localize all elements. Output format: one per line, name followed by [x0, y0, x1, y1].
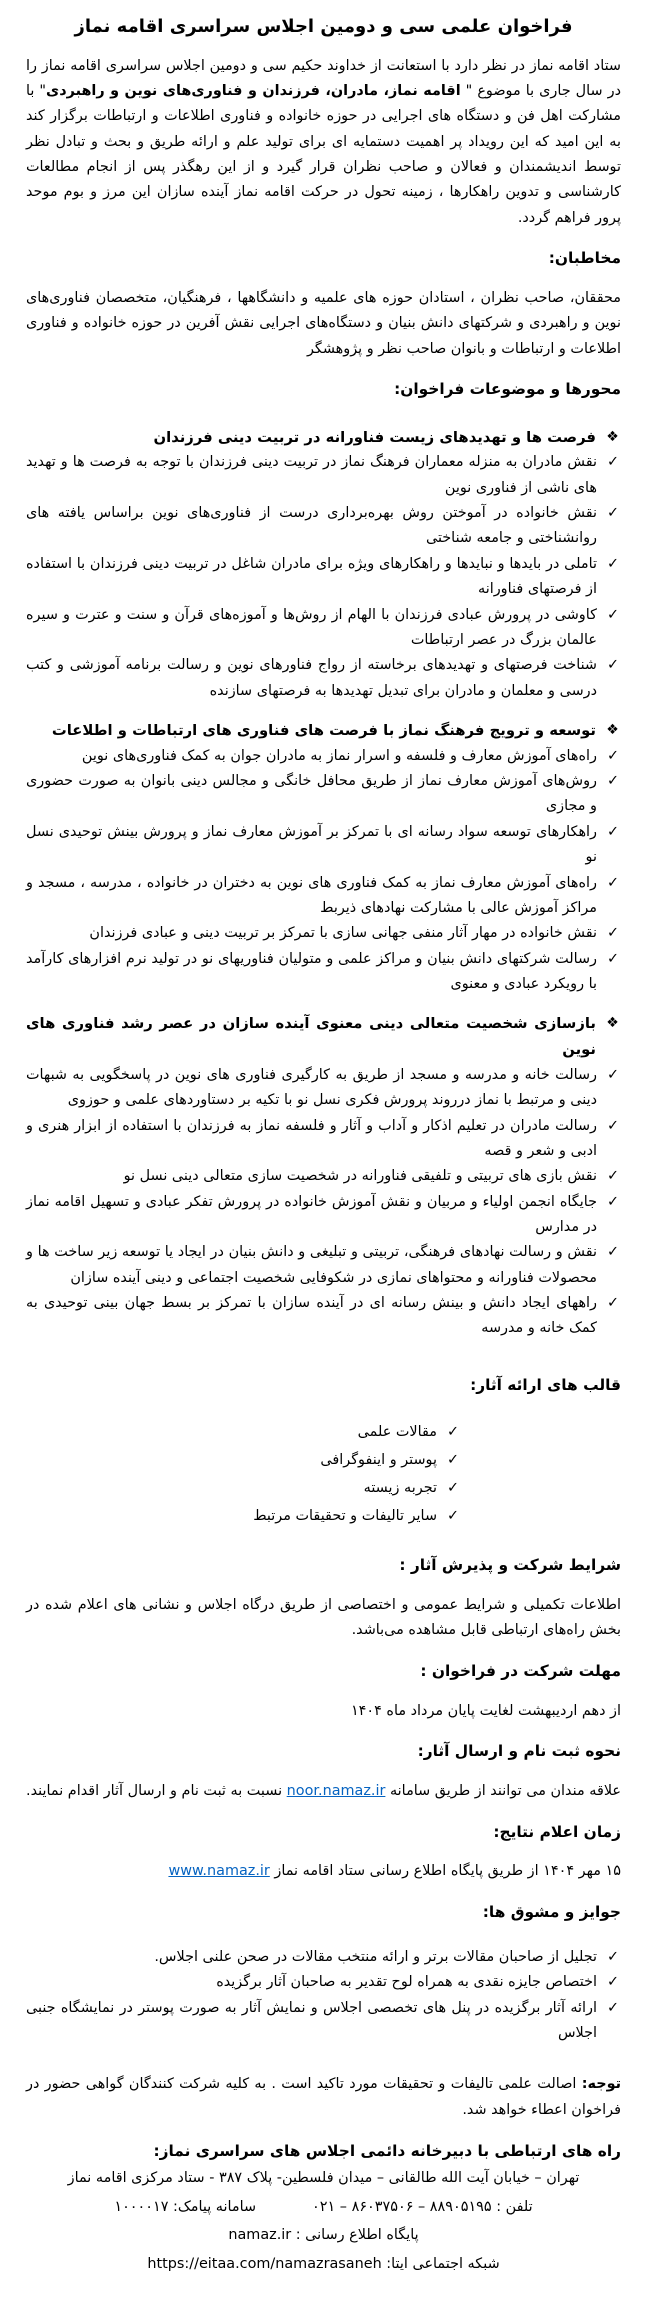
topic-item [26, 1240, 621, 1291]
check-bullet-icon: ✓ [446, 1423, 460, 1440]
results-heading: زمان اعلام نتایج: [493, 1822, 621, 1841]
topic-item-text: رسالت خانه و مدرسه و مسجد از طریق به کارگیری فناوری های نوین در پاسخگویی به شبهات دینی و مرتبط با نماز درروند پرورش فکری نسل نو با تکیه بر دستاوردهای علمی و حوزوی [26, 1067, 597, 1109]
topic-item [26, 450, 621, 501]
topic-item-text: جایگاه انجمن اولیاء و مربیان و نقش آموزش خانواده در پرورش تفکر عبادی و تسهیل اقامه نماز در مدارس [26, 1193, 597, 1236]
topic-item-text: نقش بازی های تربیتی و تلفیقی فناورانه در شخصیت سازی متعالی دینی نسل نو [123, 1168, 597, 1185]
format-item-text: پوستر و اینفوگرافی [320, 1452, 437, 1469]
topic-item-text: نقش و رسالت نهادهای فرهنگی، تربیتی و تبلیغی و دانش بنیان در ایجاد یا توسعه زیر ساخت ها و محصولات فناورانه و محتواهای نمازی در شکوفایی شخصیت اجتماعی و دینی آینده سازان [26, 1244, 597, 1286]
prize-item-text: اختصاص جایزه نقدی به همراه لوح تقدیر به صاحبان آثار برگزیده [216, 1974, 597, 1991]
topic-item-text: نقش مادران به منزله معماران فرهنگ نماز در تربیت دینی فرزندان با توجه به فرصت ها و تهدید های ناشی از فناوری نوین [26, 454, 597, 496]
topic-item-text: نقش خانواده در مهار آثار منفی جهانی سازی با تمرکز بر تربیت دینی و عبادی فرزندان [89, 925, 597, 942]
topic-group-3 [26, 1011, 621, 1342]
audience-heading: مخاطبان: [548, 249, 621, 268]
check-bullet-icon: ✓ [606, 1295, 620, 1312]
topic-group-1-heading [26, 425, 621, 451]
format-item [26, 1446, 461, 1474]
check-bullet-icon: ✓ [446, 1508, 460, 1525]
check-bullet-icon: ✓ [606, 454, 620, 471]
check-bullet-icon: ✓ [606, 1974, 620, 1991]
deadline-text: از دهم اردیبهشت لغایت پایان مرداد ماه ۱۴۰۴ [350, 1702, 621, 1719]
formats-heading: قالب های ارائه آثار: [470, 1375, 621, 1394]
topic-item [26, 552, 621, 603]
diamond-bullet-icon: ❖ [606, 1015, 619, 1032]
registration-text-after: نسبت به ثبت نام و ارسال آثار اقدام نمایند. [26, 1782, 287, 1799]
registration-text [26, 1779, 621, 1804]
check-bullet-icon: ✓ [606, 773, 620, 790]
contact-website: namaz.ir [228, 2227, 292, 2244]
topic-item [26, 871, 621, 922]
topic-group-2 [26, 718, 621, 997]
results-text-before: ۱۵ مهر ۱۴۰۴ از طریق پایگاه اطلاع رسانی ستاد اقامه نماز [269, 1863, 621, 1880]
topic-group-title: توسعه و ترویج فرهنگ نماز با فرصت های فناوری های ارتباطات و اطلاعات [51, 721, 596, 739]
check-bullet-icon: ✓ [606, 823, 620, 840]
contact-website-line [26, 2221, 621, 2250]
topic-group-3-heading [26, 1011, 621, 1063]
intro-text-before: ستاد اقامه نماز در نظر دارد با استعانت از خداوند حکیم سی و دومین اجلاس سراسری اقامه نماز را در سال جاری با موضوع " [26, 57, 621, 99]
prizes-heading: جوایز و مشوق ها: [482, 1902, 621, 1921]
topic-item [26, 501, 621, 552]
intro-subject-bold: اقامه نماز، مادران، فرزندان و فناوری‌های نوین و راهبردی [46, 82, 461, 99]
check-bullet-icon: ✓ [606, 1244, 620, 1261]
check-bullet-icon: ✓ [606, 1117, 620, 1134]
conditions-heading: شرایط شرکت و پذیرش آثار : [399, 1556, 621, 1575]
check-bullet-icon: ✓ [606, 1999, 620, 2016]
formats-section [26, 1372, 621, 1531]
check-bullet-icon: ✓ [606, 747, 620, 764]
topic-item [26, 603, 621, 654]
prize-item-text: تجلیل از صاحبان مقالات برتر و ارائه منتخب مقالات در صحن علنی اجلاس. [154, 1949, 597, 1966]
topic-item-text: تاملی در بایدها و نبایدها و راهکارهای ویژه برای مادران شاغل در تربیت دینی فرزندان با استفاده از فرصتهای فناورانه [26, 555, 597, 598]
prize-item-text: ارائه آثار برگزیده در پنل های تخصصی اجلاس و نمایش آثار به صورت پوستر در نمایشگاه جنبی اجلاس [26, 1999, 597, 2042]
prizes-list [26, 1945, 621, 2046]
note-text: اصالت علمی تالیفات و تحقیقات مورد تاکید است . به کلیه شرکت کنندگان گواهی حضور در فراخوان اعطاء خواهد شد. [26, 2076, 621, 2118]
contact-social-line [26, 2250, 621, 2279]
intro-text-after: " با مشارکت اهل فن و دستگاه های اجرایی در حوزه خانواده و فناوری اطلاعات و ارتباطات برگزار کند به این امید که این رویداد پر اهمیت دستمایه ای برای تولید علم و ارائه طریق و بحث و تبادل نظر توسط اندیشمندان و فعالان و صاحب نظران قرار گیرد و از این رهگذر پس از انجام مطالعات کارشناسی و تدوین راهکارها ، زمینه تحول در حرکت اقامه نماز آینده سازان این مرز و بوم موحد پرور فراهم گردد. [26, 82, 621, 226]
results-text [26, 1859, 621, 1884]
topic-item [26, 1063, 621, 1114]
format-item-text: مقالات علمی [357, 1423, 437, 1440]
format-item-text: سایر تالیفات و تحقیقات مرتبط [253, 1508, 437, 1525]
check-bullet-icon: ✓ [606, 606, 620, 623]
deadline-section [26, 1658, 621, 1724]
registration-section [26, 1738, 621, 1804]
topic-item [26, 820, 621, 871]
topic-item-text: کاوشی در پرورش عبادی فرزندان با الهام از روش‌ها و آموزه‌های قرآن و سنت و عترت و سیره عالمان بزرگ در عصر ارتباطات [26, 606, 597, 648]
topic-item-text: راه‌های آموزش معارف و فلسفه و اسرار نماز به مادران جوان به کمک فناوری‌های نوین [81, 747, 597, 764]
diamond-bullet-icon: ❖ [606, 428, 619, 445]
contact-phone-line [26, 2193, 621, 2222]
contact-phone: تلفن : ۸۸۹۰۵۱۹۵ – ۸۶۰۳۷۵۰۶ – ۰۲۱ [312, 2198, 533, 2215]
results-link[interactable]: www.namaz.ir [168, 1863, 270, 1880]
page-title: فراخوان علمی سی و دومین اجلاس سراسری اقامه نماز [74, 16, 573, 37]
diamond-bullet-icon: ❖ [606, 721, 619, 738]
topic-item-text: روش‌های آموزش معارف نماز از طریق محافل خانگی و مجالس دینی بانوان به صورت حضوری و مجازی [26, 773, 597, 815]
intro-paragraph [26, 54, 621, 231]
topic-item [26, 744, 621, 769]
check-bullet-icon: ✓ [606, 1067, 620, 1083]
topic-item-text: رسالت مادران در تعلیم اذکار و آداب و آثار و فلسفه نماز به فرزندان با استفاده از ابزار هنری و ادبی و شعر و قصه [26, 1117, 597, 1160]
topic-item [26, 947, 621, 998]
contact-heading: راه های ارتباطی با دبیرخانه دائمی اجلاس های سراسری نماز: [153, 2141, 621, 2160]
topic-item-text: راههای ایجاد دانش و بینش رسانه ای در آینده سازان با تمرکز بر بسط جهان بینی توحیدی به کمک خانه و مدرسه [26, 1295, 597, 1337]
check-bullet-icon: ✓ [446, 1452, 460, 1469]
note-paragraph [26, 2072, 621, 2123]
contact-sms: سامانه پیامک: ۱۰۰۰۰۱۷ [114, 2198, 257, 2215]
topic-item-text: راه‌های آموزش معارف نماز به کمک فناوری های نوین به دختران در خانواده ، مدرسه ، مسجد و مراکز آموزش عالی با مشارکت نهادهای ذیربط [26, 874, 597, 916]
check-bullet-icon: ✓ [606, 950, 620, 967]
topic-item-text: رسالت شرکتهای دانش بنیان و مراکز علمی و متولیان فناوریهای نو در تولید نرم افزارهای کارآمد با رویکرد عبادی و معنوی [26, 950, 597, 992]
check-bullet-icon: ✓ [606, 657, 620, 674]
check-bullet-icon: ✓ [606, 874, 620, 891]
prize-item [26, 1970, 621, 1995]
results-section [26, 1819, 621, 1885]
check-bullet-icon: ✓ [606, 505, 620, 522]
prize-item [26, 1945, 621, 1970]
format-item-text: تجربه زیسته [363, 1480, 437, 1497]
contact-website-label: پایگاه اطلاع رسانی : [291, 2227, 419, 2244]
topic-item [26, 921, 621, 946]
topic-group-title: فرصت ها و تهدیدهای زیست فناورانه در تربیت دینی فرزندان [153, 428, 596, 446]
topic-item [26, 1291, 621, 1342]
contact-social-url: https://eitaa.com/namazrasaneh [147, 2256, 382, 2273]
formats-list [26, 1418, 461, 1530]
note-label: توجه: [581, 2076, 621, 2093]
topic-group-1 [26, 425, 621, 704]
topic-item-text: نقش خانواده در آموختن روش بهره‌برداری درست از فناوری‌های نوین براساس یافته های روانشناختی و جامعه شناختی [26, 505, 597, 547]
format-item [26, 1502, 461, 1530]
deadline-heading: مهلت شرکت در فراخوان : [420, 1661, 621, 1680]
contact-address: تهران – خیابان آیت الله طالقانی – میدان فلسطین- پلاک ۳۸۷ - ستاد مرکزی اقامه نماز [67, 2169, 580, 2186]
topic-item-text: راهکارهای توسعه سواد رسانه ای با تمرکز بر آموزش معارف نماز و پرورش بینش توحیدی نسل نو [26, 823, 597, 866]
format-item [26, 1418, 461, 1446]
prize-item [26, 1996, 621, 2047]
format-item [26, 1474, 461, 1502]
check-bullet-icon: ✓ [606, 1168, 620, 1185]
topic-group-title: بازسازی شخصیت متعالی دینی معنوی آینده سازان در عصر رشد فناوری های نوین [26, 1015, 596, 1059]
topics-heading: محورها و موضوعات فراخوان: [394, 380, 621, 399]
registration-link[interactable]: noor.namaz.ir [286, 1782, 386, 1799]
check-bullet-icon: ✓ [606, 1193, 620, 1210]
check-bullet-icon: ✓ [606, 925, 620, 942]
conditions-section [26, 1552, 621, 1643]
check-bullet-icon: ✓ [446, 1480, 460, 1497]
topic-item [26, 1114, 621, 1165]
check-bullet-icon: ✓ [606, 555, 620, 572]
topic-item [26, 1190, 621, 1241]
topic-item-text: شناخت فرصتهای و تهدیدهای برخاسته از رواج فناورهای نوین و رسالت برنامه آموزشی و کتب درسی و معلمان و مادران برای تبدیل تهدیدها به فرصتهای سازنده [26, 657, 597, 699]
check-bullet-icon: ✓ [606, 1949, 620, 1966]
conditions-text: اطلاعات تکمیلی و شرایط عمومی و اختصاصی از طریق درگاه اجلاس و نشانی های اعلام شده در بخش راه‌های ارتباطی قابل مشاهده می‌باشد. [26, 1596, 621, 1639]
topic-group-2-heading [26, 718, 621, 744]
prizes-section [26, 1899, 621, 2047]
topic-item [26, 769, 621, 820]
topic-item [26, 653, 621, 704]
registration-heading: نحوه ثبت نام و ارسال آثار: [417, 1742, 621, 1761]
topic-item [26, 1164, 621, 1189]
registration-text-before: علاقه مندان می توانند از طریق سامانه [385, 1782, 621, 1799]
contact-social-label: شبکه اجتماعی ایتا: [381, 2256, 500, 2273]
audience-text: محققان، صاحب نظران ، استادان حوزه های علمیه و دانشگاهها ، فرهنگیان، متخصصان فناوری‌های نوین و راهبردی و شرکتهای دانش بنیان و دستگاه‌های اجرایی نقش آفرین در حوزه خانواده و فناوری اطلاعات و ارتباطات و بانوان صاحب نظر و پژوهشگر [26, 289, 621, 357]
